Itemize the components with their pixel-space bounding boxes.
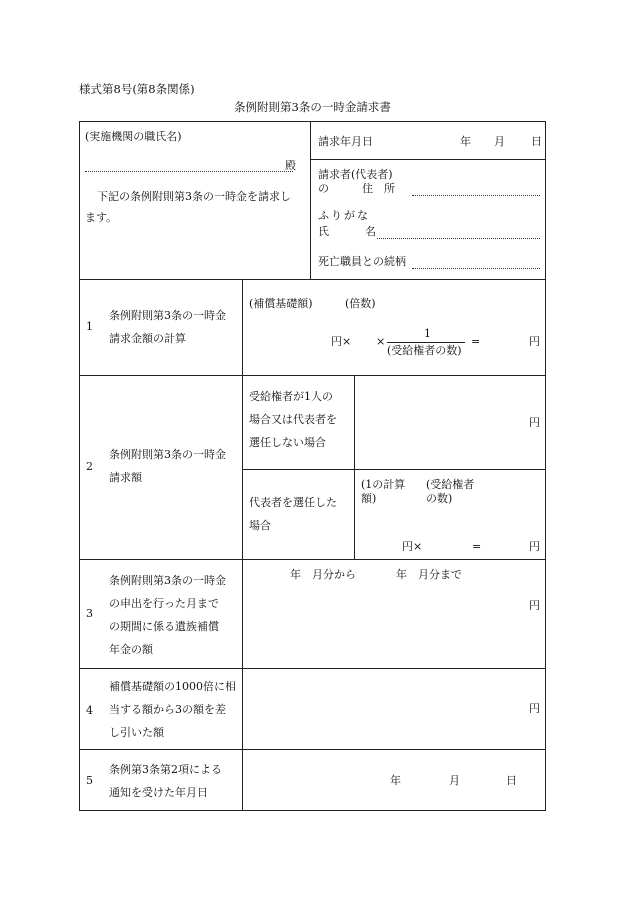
row4-number: 4 <box>86 704 93 717</box>
row1-label <box>109 304 226 350</box>
row5-number: 5 <box>86 774 93 787</box>
name-field[interactable] <box>377 238 540 239</box>
fraction-bar <box>387 342 465 343</box>
furigana-label: ふりがな <box>318 209 370 222</box>
yen-unit: 円 <box>529 335 540 348</box>
date-day: 日 <box>531 135 542 148</box>
period-to: 年 月分まで <box>396 568 462 581</box>
row1-label-line: 条例附則第3条の一時金 <box>109 309 226 322</box>
row-divider <box>80 279 545 280</box>
row5-label-line: 通知を受けた年月日 <box>109 786 208 799</box>
yen-unit: 円 <box>529 599 540 612</box>
row-divider <box>80 668 545 669</box>
row5-label <box>109 758 222 804</box>
case-a-line: 受給権者が1人の <box>249 390 333 403</box>
yen-unit: 円 <box>529 540 540 553</box>
row5-label-line: 条例第3条第2項による <box>109 763 222 776</box>
yen-unit: 円 <box>529 416 540 429</box>
row4-label-line: し引いた額 <box>109 726 164 739</box>
address-no: の <box>318 182 329 195</box>
period-from: 年 月分から <box>290 568 356 581</box>
case-b-line: 代表者を選任した <box>249 496 337 509</box>
row4-label-line: 補償基礎額の1000倍に相 <box>109 680 236 693</box>
row-divider <box>242 469 545 470</box>
row3-number: 3 <box>86 607 93 620</box>
row3-label-line: 条例附則第3条の一時金 <box>109 574 226 587</box>
address-label: 住 所 <box>362 182 395 195</box>
case-a-line: 場合又は代表者を <box>249 413 337 426</box>
agency-label: (実施機関の職氏名) <box>85 130 182 143</box>
equals-sign: = <box>471 335 481 348</box>
equals-sign: = <box>472 540 482 553</box>
row1-label-line: 請求金額の計算 <box>109 332 186 345</box>
single-holder-case-label <box>249 385 337 454</box>
relation-label: 死亡職員との続柄 <box>318 255 406 268</box>
case-b-line: 場合 <box>249 519 271 532</box>
notice-month: 月 <box>449 774 460 787</box>
honorific: 殿 <box>285 159 296 172</box>
address-field[interactable] <box>412 195 540 196</box>
form-title: 条例附則第3条の一時金請求書 <box>234 100 391 114</box>
row2-number: 2 <box>86 460 93 473</box>
row3-label-line: の期間に係る遺族補償 <box>109 620 219 633</box>
row2-label <box>109 443 226 489</box>
holders-count-label: の数) <box>426 492 453 505</box>
request-text-line2: ます。 <box>85 211 118 224</box>
form-number: 様式第8号(第8条関係) <box>79 82 195 96</box>
calc-amount-label: 額) <box>361 492 377 505</box>
row3-label <box>109 569 226 661</box>
claimant-label: 請求者(代表者) <box>318 168 393 181</box>
holders-count-label: (受給権者 <box>426 478 475 491</box>
row4-label-line: 当する額から3の額を差 <box>109 703 226 716</box>
notice-day: 日 <box>506 774 517 787</box>
notice-year: 年 <box>390 774 401 787</box>
row2-label-line: 請求額 <box>109 471 142 484</box>
fraction-numerator: 1 <box>424 327 431 340</box>
representative-case-label <box>249 491 337 537</box>
row-divider <box>80 375 545 376</box>
fraction-denominator: (受給権者の数) <box>387 344 462 357</box>
relation-field[interactable] <box>412 268 540 269</box>
col-divider <box>242 279 243 810</box>
row-divider <box>80 559 545 560</box>
col-divider <box>354 375 355 559</box>
row-divider <box>310 159 545 160</box>
col-divider <box>310 122 311 279</box>
case-a-line: 選任しない場合 <box>249 436 326 449</box>
row-divider <box>80 749 545 750</box>
row2-label-line: 条例附則第3条の一時金 <box>109 448 226 461</box>
date-year: 年 <box>460 135 471 148</box>
claim-form-table <box>79 121 546 811</box>
base-amount-label: (補償基礎額) <box>249 297 313 310</box>
yen-unit: 円 <box>529 702 540 715</box>
calc-amount-label: (1の計算 <box>361 478 406 491</box>
yen-times: 円× <box>402 540 423 553</box>
date-month: 月 <box>494 135 505 148</box>
request-text-line1: 下記の条例附則第3条の一時金を請求し <box>97 190 291 203</box>
name-shi: 氏 <box>318 225 329 238</box>
name-mei: 名 <box>365 225 376 238</box>
agency-name-field[interactable] <box>85 171 293 172</box>
row4-label <box>109 675 236 744</box>
row3-label-line: 年金の額 <box>109 643 153 656</box>
request-date-label: 請求年月日 <box>318 135 373 148</box>
row1-number: 1 <box>86 320 93 333</box>
row3-label-line: の申出を行った月まで <box>109 597 219 610</box>
times-sign: × <box>376 335 386 348</box>
yen-times: 円× <box>331 335 352 348</box>
multiplier-label: (倍数) <box>345 297 376 310</box>
